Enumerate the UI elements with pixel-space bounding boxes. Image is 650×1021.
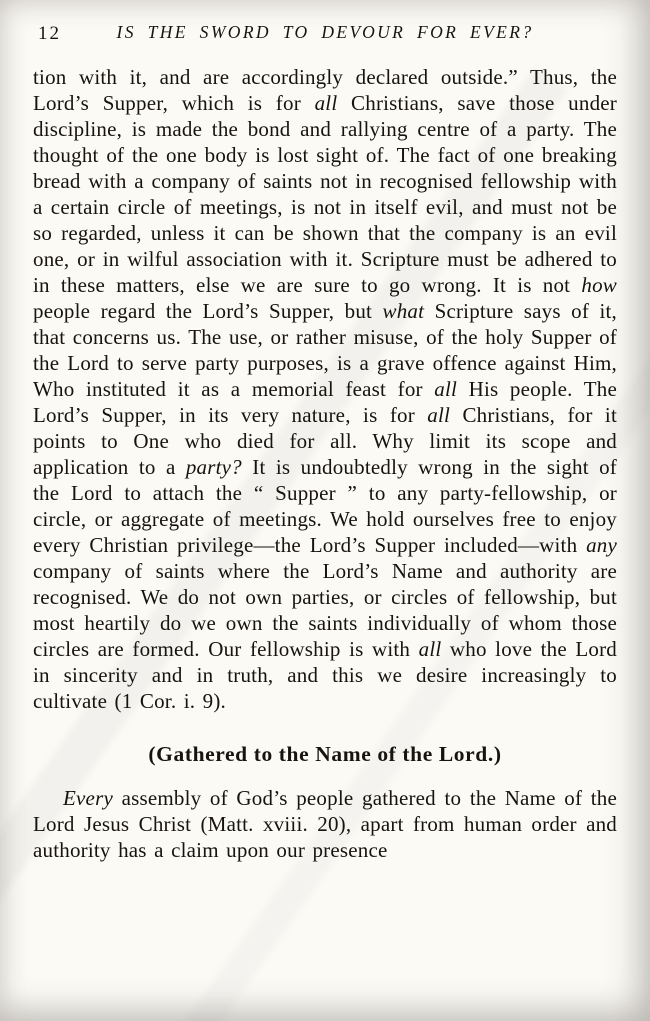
- paragraph-continued: tion with it, and are accordingly declared outside.” Thus, the Lord’s Supper, which is for all Christians, save those under discipline, is made the bond and rallying centre of a party. The thought of the one body is lost sight of. The fact of one breaking bread with a company of saints not in recognised fellowship with a certain circle of meetings, is not in itself evil, and must not be so regarded, unless it can be shown that the company is an evil one, or in wilful association with it. Scripture must be adhered to in these matters, else we are sure to go wrong. It is not how people regard the Lord’s Supper, but what Scripture says of it, that concerns us. The use, or rather misuse, of the holy Supper of the Lord to serve party purposes, is a grave offence against Him, Who instituted it as a memorial feast for all His people. The Lord’s Supper, in its very nature, is for all Christians, for it points to One who died for all. Why limit its scope and application to a party? It is undoubtedly wrong in the sight of the Lord to attach the “ Supper ” to any party-fellowship, or circle, or aggregate of meetings. We hold ourselves free to enjoy every Christian privilege—the Lord’s Supper included—with any company of saints where the Lord’s Name and authority are recognised. We do not own parties, or circles of fellowship, but most heartily do we own the saints individually of whom those circles are formed. Our fellowship is with all who love the Lord in sincerity and in truth, and this we desire increasingly to cultivate (1 Cor. i. 9).: [33, 65, 618, 713]
- running-title: IS THE SWORD TO DEVOUR FOR EVER?: [116, 22, 534, 42]
- page-body: [33, 64, 617, 863]
- page-number: 12: [38, 23, 61, 44]
- paragraph: Every assembly of God’s people gathered to the Name of the Lord Jesus Christ (Matt. xviii. 20), apart from human order and authority has a claim upon our presence: [33, 786, 617, 862]
- page-header: [36, 22, 614, 50]
- section-heading: (Gathered to the Name of the Lord.): [148, 742, 502, 766]
